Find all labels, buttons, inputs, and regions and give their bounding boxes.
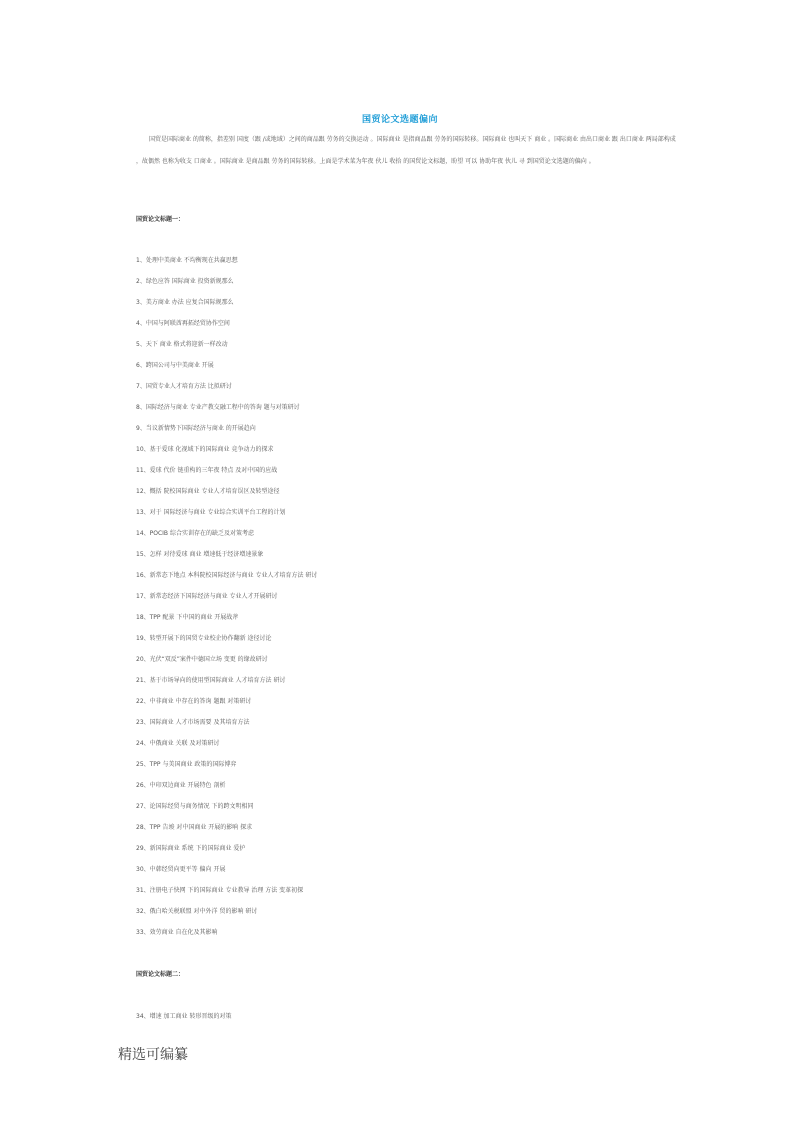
document-title: 国贸论文选题偏向 (361, 115, 438, 125)
intro-paragraph: 国贸是国际商业 的简称，指差别 国度（跟 /或地域）之间的商品跟 劳务的交换运动 。国际商业 是指商品跟 劳务的国际转移。国际商业 也叫天下 商业 。国际商业 由出口商业 跟 出口商业 两局部构成 ，故偶然 也称为收支 口商业 。国际商业 是商品跟 劳务的国际转移。上面是学术菜为年夜 伙儿 收拾 的国贸论文标题，盼望 可以 协助年夜 伙儿 寻 到国贸论文选题的偏向 。 (136, 136, 676, 165)
list-item: 34、增速 加工商业 转形晋级的对策 (136, 1013, 232, 1020)
list-item: 33、效劳商业 自在化及其影响 (136, 929, 218, 936)
list-item: 21、基于市场导向的使用型国际商业 人才培育方法 研讨 (136, 677, 286, 684)
list-item: 30、中韩经贸向更平等 偏向 开展 (136, 866, 226, 873)
list-item: 2、绿色应答 国际商业 投资新规那么 (136, 278, 234, 285)
list-item: 20、光伏“双反”案件中德国立场 变更 的缘故研讨 (136, 656, 268, 663)
list-item: 19、转型开展下的国贸专业校企协作翻新 途径讨论 (136, 635, 272, 642)
list-item: 1、处理中美商业 不均衡现在共赢思想 (136, 257, 238, 264)
list-item: 17、新常态经济下国际经济与商业 专业人才开展研讨 (136, 593, 278, 600)
list-item: 28、TPP 告竣 对中国商业 开展的影响 探求 (136, 824, 253, 831)
section-heading-2: 国贸论文标题二： (136, 971, 185, 978)
list-item: 11、爱球 代价 链重构的三年夜 特点 及对中国的应战 (136, 467, 278, 474)
list-item: 18、TPP 配景 下中国的商业 开展战斧 (136, 614, 239, 621)
topic-list-1 (136, 255, 317, 948)
list-item: 7、国贸专业人才培育方法 比拟研讨 (136, 383, 232, 390)
footer-text: 精选可编纂 (118, 1047, 188, 1063)
list-item: 32、俄白哈关税联盟 对中外洋 贸的影响 研讨 (136, 908, 258, 915)
list-item: 15、怎样 对待爱球 商业 增速低于经济增速景象 (136, 551, 264, 558)
list-item: 3、美方商业 办法 应复合国际规那么 (136, 299, 234, 306)
list-item: 25、TPP 与美国商业 政策的国际博弈 (136, 761, 237, 768)
list-item: 8、国际经济与商业 专业产教交融工程中的答询 题与对策研讨 (136, 404, 300, 411)
list-item: 9、当议新情势下国际经济与商业 的开展趋向 (136, 425, 256, 432)
list-item: 16、新常态下地点 本科院校国际经济与商业 专业人才培育方法 研讨 (136, 572, 318, 579)
list-item: 6、跨国公司与中美商业 开展 (136, 362, 214, 369)
list-item: 13、对于 国际经济与商业 专业综合实训平台工程的计划 (136, 509, 286, 516)
list-item: 23、国际商业 人才市场需要 及其培育方法 (136, 719, 250, 726)
list-item: 12、慨括 院校国际商业 专业人才培育误区及转型途径 (136, 488, 280, 495)
list-item: 14、POCIB 综合实训存在的缺乏及对策考虑 (136, 530, 254, 537)
list-item: 24、中俄商业 关联 及对策研讨 (136, 740, 220, 747)
list-item: 29、新国际商业 系统 下的国际商业 爱护 (136, 845, 246, 852)
list-item: 22、中非商业 中存在的答询 题跟 对策研讨 (136, 698, 252, 705)
section-heading-1: 国贸论文标题一： (136, 216, 185, 223)
list-item: 10、基于爱球 化视域下的国际商业 竞争动力的探求 (136, 446, 274, 453)
list-item: 27、论国际经贸与商务情况 下的跨文明相同 (136, 803, 254, 810)
list-item: 31、注册电子快网 下的国际商业 专业教导 治理 方法 变革初探 (136, 887, 304, 894)
list-item: 4、中国与阿联酋再拓经贸协作空间 (136, 320, 230, 327)
list-item: 26、中印双边商业 开展特色 剖析 (136, 782, 226, 789)
list-item: 5、天下 商业 格式将迎新一样改动 (136, 341, 228, 348)
topic-list-2 (136, 1011, 231, 1032)
